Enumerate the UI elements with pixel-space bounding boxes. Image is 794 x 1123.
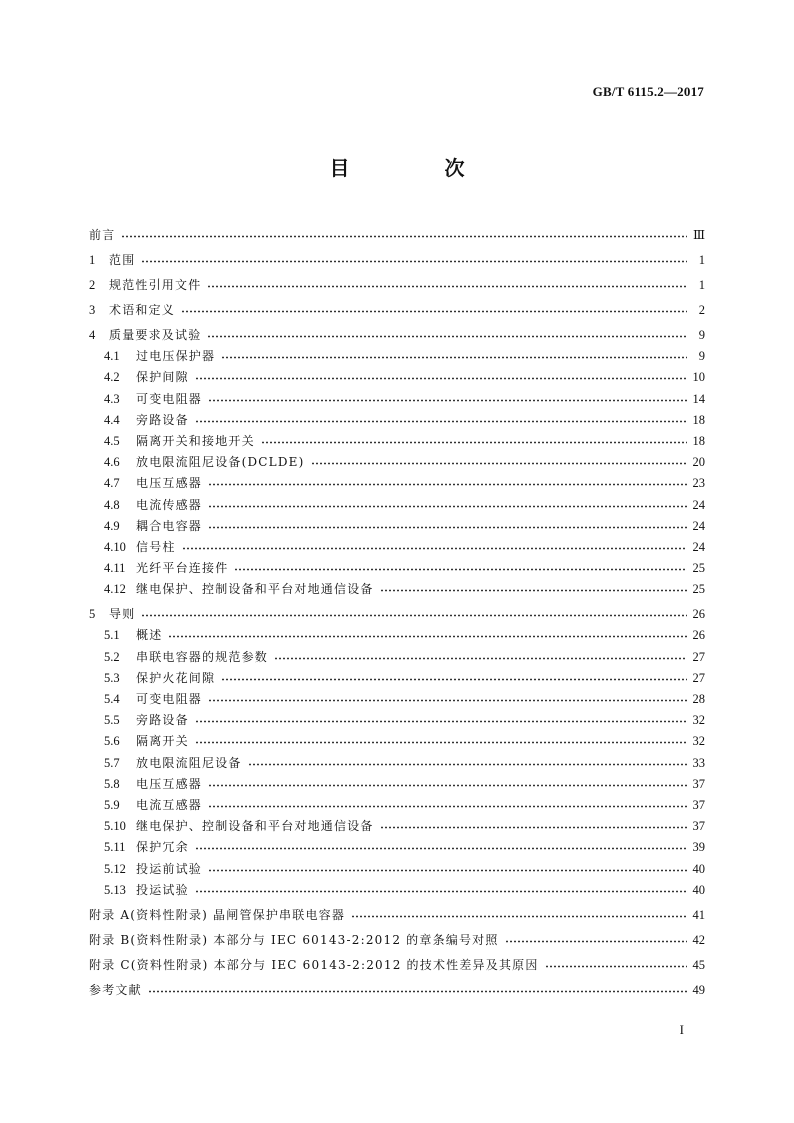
toc-entry-page: 32 xyxy=(692,713,705,728)
document-code: GB/T 6115.2—2017 xyxy=(592,84,704,99)
toc-dot-leader xyxy=(221,677,687,682)
toc-entry-page: 9 xyxy=(698,349,705,364)
toc-entry-page: 37 xyxy=(692,819,705,834)
toc-entry-label: 旁路设备 xyxy=(136,713,189,728)
toc-entry-number: 5.8 xyxy=(104,776,120,791)
toc-dot-leader xyxy=(141,259,687,264)
toc-entry[interactable] xyxy=(89,597,705,622)
toc-entry-number: 1 xyxy=(89,253,96,267)
toc-entry-page: 9 xyxy=(698,328,705,342)
toc-dot-leader xyxy=(195,719,687,724)
toc-entry-label: 电压互感器 xyxy=(136,776,203,791)
toc-dot-leader xyxy=(148,989,687,994)
toc-entry-page: 37 xyxy=(692,797,705,812)
toc-entry-label: 概述 xyxy=(136,628,163,643)
toc-entry[interactable] xyxy=(89,318,705,343)
toc-entry-number: 4.10 xyxy=(104,539,126,554)
toc-entry-number: 5 xyxy=(89,607,96,622)
toc-entry-label: 旁路设备 xyxy=(136,412,189,427)
toc-entry-page: 37 xyxy=(692,776,705,791)
toc-entry[interactable] xyxy=(89,948,705,973)
toc-entry[interactable] xyxy=(89,834,705,855)
toc-entry-label: 过电压保护器 xyxy=(136,349,216,364)
toc-entry[interactable] xyxy=(89,643,705,664)
toc-entry-page: 32 xyxy=(692,734,705,749)
toc-entry-label: 术语和定义 xyxy=(109,303,176,317)
toc-entry-label: 隔离开关 xyxy=(136,734,189,749)
toc-entry[interactable] xyxy=(89,243,705,268)
toc-entry-page: 20 xyxy=(692,455,705,470)
toc-entry-label: 保护火花间隙 xyxy=(136,670,216,685)
toc-dot-leader xyxy=(195,889,687,894)
toc-entry-number: 4.9 xyxy=(104,518,120,533)
toc-entry-number: 5.10 xyxy=(104,819,126,834)
toc-dot-leader xyxy=(221,355,687,360)
toc-entry[interactable] xyxy=(89,771,705,792)
toc-entry-label: 范围 xyxy=(109,253,136,267)
toc-entry[interactable] xyxy=(89,665,705,686)
toc-entry[interactable] xyxy=(89,728,705,749)
toc-dot-leader xyxy=(168,634,687,639)
toc-entry-page: 40 xyxy=(692,882,705,897)
toc-entry[interactable] xyxy=(89,385,705,406)
toc-entry-label: 保护冗余 xyxy=(136,840,189,855)
toc-entry-page: 28 xyxy=(692,692,705,706)
toc-entry-label: 继电保护、控制设备和平台对地通信设备 xyxy=(136,582,374,597)
page-number: I xyxy=(679,1022,684,1037)
toc-entry-page: 1 xyxy=(698,253,705,267)
toc-entry-page: Ⅲ xyxy=(692,228,705,242)
toc-dot-leader xyxy=(208,504,687,509)
toc-entry-label: 参考文献 xyxy=(89,982,142,997)
toc-dot-leader xyxy=(207,284,687,289)
toc-entry-number: 5.13 xyxy=(104,882,126,897)
toc-dot-leader xyxy=(261,440,687,445)
toc-dot-leader xyxy=(207,334,687,339)
toc-dot-leader xyxy=(195,376,687,381)
toc-entry-number: 4.7 xyxy=(104,476,120,491)
toc-dot-leader xyxy=(141,613,687,618)
toc-entry[interactable] xyxy=(89,293,705,318)
toc-dot-leader xyxy=(195,419,687,424)
toc-entry[interactable] xyxy=(89,513,705,534)
toc-entry-number: 5.7 xyxy=(104,755,120,770)
toc-entry-number: 4.2 xyxy=(104,370,120,385)
toc-entry-page: 26 xyxy=(692,607,705,622)
toc-entry-page: 24 xyxy=(692,518,705,533)
toc-entry-page: 27 xyxy=(692,670,705,685)
toc-dot-leader xyxy=(380,588,687,593)
toc-entry-number: 4.5 xyxy=(104,433,120,448)
toc-entry-page: 45 xyxy=(692,957,705,972)
toc-entry[interactable] xyxy=(89,428,705,449)
toc-entry-label: 附录 C(资料性附录) 本部分与 IEC 60143-2:2012 的技术性差异及其原因 xyxy=(89,957,539,972)
toc-entry-number: 5.2 xyxy=(104,649,120,664)
toc-entry-page: 2 xyxy=(698,303,705,317)
toc-entry-page: 41 xyxy=(692,907,705,922)
toc-entry-label: 光纤平台连接件 xyxy=(136,561,229,576)
toc-entry[interactable] xyxy=(89,877,705,898)
toc-entry-label: 信号柱 xyxy=(136,539,176,554)
toc-entry-label: 导则 xyxy=(109,607,136,622)
toc-entry-label: 放电限流阻尼设备 xyxy=(136,755,242,770)
toc-entry-label: 隔离开关和接地开关 xyxy=(136,433,255,448)
toc-entry[interactable] xyxy=(89,470,705,491)
toc-entry-number: 5.11 xyxy=(104,840,126,855)
toc-dot-leader xyxy=(248,762,687,767)
toc-entry[interactable] xyxy=(89,449,705,470)
toc-entry-number: 2 xyxy=(89,278,96,292)
toc-entry[interactable] xyxy=(89,622,705,643)
toc-dot-leader xyxy=(274,656,687,661)
toc-entry-label: 投运试验 xyxy=(136,882,189,897)
toc-entry-page: 23 xyxy=(692,476,705,491)
table-of-contents xyxy=(89,218,705,998)
toc-entry-label: 投运前试验 xyxy=(136,861,203,876)
toc-entry-number: 5.6 xyxy=(104,734,120,749)
toc-entry[interactable] xyxy=(89,898,705,923)
toc-entry-label: 保护间隙 xyxy=(136,370,189,385)
toc-entry[interactable] xyxy=(89,364,705,385)
toc-entry-page: 18 xyxy=(692,433,705,448)
toc-entry-number: 4.3 xyxy=(104,391,120,406)
toc-dot-leader xyxy=(182,546,687,551)
toc-dot-leader xyxy=(311,461,687,466)
toc-entry-label: 规范性引用文件 xyxy=(109,278,202,292)
toc-dot-leader xyxy=(380,825,687,830)
toc-entry[interactable] xyxy=(89,268,705,293)
toc-entry-page: 1 xyxy=(698,278,705,292)
toc-entry-label: 耦合电容器 xyxy=(136,518,203,533)
toc-dot-leader xyxy=(208,804,687,809)
toc-entry-page: 33 xyxy=(692,755,705,770)
toc-entry-page: 26 xyxy=(692,628,705,643)
toc-dot-leader xyxy=(181,309,687,314)
toc-entry[interactable] xyxy=(89,407,705,428)
toc-entry-number: 4.4 xyxy=(104,412,120,427)
toc-entry-number: 4 xyxy=(89,328,96,342)
toc-dot-leader xyxy=(351,914,687,919)
toc-entry[interactable] xyxy=(89,555,705,576)
page-title: 目 次 xyxy=(329,156,509,180)
toc-entry-label: 可变电阻器 xyxy=(136,692,203,706)
toc-entry[interactable] xyxy=(89,686,705,707)
toc-dot-leader xyxy=(208,698,687,703)
toc-entry-number: 4.1 xyxy=(104,349,120,364)
toc-entry[interactable] xyxy=(89,534,705,555)
toc-entry-page: 24 xyxy=(692,497,705,512)
toc-entry-page: 10 xyxy=(692,370,705,385)
toc-dot-leader xyxy=(545,964,687,969)
toc-entry[interactable] xyxy=(89,923,705,948)
toc-dot-leader xyxy=(208,783,687,788)
toc-entry-label: 质量要求及试验 xyxy=(109,328,202,342)
toc-entry-number: 5.1 xyxy=(104,628,120,643)
toc-entry[interactable] xyxy=(89,749,705,770)
toc-entry[interactable] xyxy=(89,973,705,998)
toc-entry-page: 18 xyxy=(692,412,705,427)
toc-entry-page: 40 xyxy=(692,861,705,876)
toc-entry-label: 串联电容器的规范参数 xyxy=(136,649,269,664)
toc-entry-label: 电流互感器 xyxy=(136,797,203,812)
toc-entry-page: 25 xyxy=(692,582,705,597)
toc-entry[interactable] xyxy=(89,491,705,512)
toc-entry[interactable] xyxy=(89,792,705,813)
toc-entry-page: 39 xyxy=(692,840,705,855)
toc-dot-leader xyxy=(121,234,687,239)
toc-entry-number: 5.4 xyxy=(104,692,120,706)
toc-dot-leader xyxy=(234,567,687,572)
toc-entry-page: 27 xyxy=(692,649,705,664)
toc-entry-number: 4.8 xyxy=(104,497,120,512)
toc-dot-leader xyxy=(195,740,687,745)
toc-dot-leader xyxy=(195,846,687,851)
toc-entry-page: 14 xyxy=(692,391,705,406)
toc-entry[interactable] xyxy=(89,813,705,834)
toc-dot-leader xyxy=(208,482,687,487)
toc-entry-number: 5.5 xyxy=(104,713,120,728)
toc-entry[interactable] xyxy=(89,707,705,728)
toc-entry-number: 5.3 xyxy=(104,670,120,685)
toc-entry-label: 电压互感器 xyxy=(136,476,203,491)
toc-entry[interactable] xyxy=(89,576,705,597)
toc-entry-number: 4.12 xyxy=(104,582,126,597)
toc-dot-leader xyxy=(208,868,687,873)
toc-entry-label: 可变电阻器 xyxy=(136,391,203,406)
toc-entry-number: 5.9 xyxy=(104,797,120,812)
toc-entry-label: 附录 B(资料性附录) 本部分与 IEC 60143-2:2012 的章条编号对照 xyxy=(89,932,499,947)
toc-entry-page: 42 xyxy=(692,932,705,947)
toc-entry-label: 继电保护、控制设备和平台对地通信设备 xyxy=(136,819,374,834)
toc-dot-leader xyxy=(208,398,687,403)
toc-entry-page: 49 xyxy=(692,982,705,997)
toc-entry-label: 电流传感器 xyxy=(136,497,203,512)
toc-entry[interactable] xyxy=(89,855,705,876)
toc-entry-page: 25 xyxy=(692,561,705,576)
toc-entry-page: 24 xyxy=(692,539,705,554)
toc-entry-label: 附录 A(资料性附录) 晶闸管保护串联电容器 xyxy=(89,907,346,922)
toc-entry-label: 前言 xyxy=(89,228,116,242)
toc-entry-number: 4.11 xyxy=(104,561,126,576)
toc-dot-leader xyxy=(505,939,687,944)
toc-entry-number: 5.12 xyxy=(104,861,126,876)
toc-entry-number: 3 xyxy=(89,303,96,317)
toc-entry-label: 放电限流阻尼设备(DCLDE) xyxy=(136,455,305,470)
toc-dot-leader xyxy=(208,525,687,530)
toc-entry-number: 4.6 xyxy=(104,455,120,470)
toc-entry[interactable] xyxy=(89,218,705,243)
toc-entry[interactable] xyxy=(89,343,705,364)
